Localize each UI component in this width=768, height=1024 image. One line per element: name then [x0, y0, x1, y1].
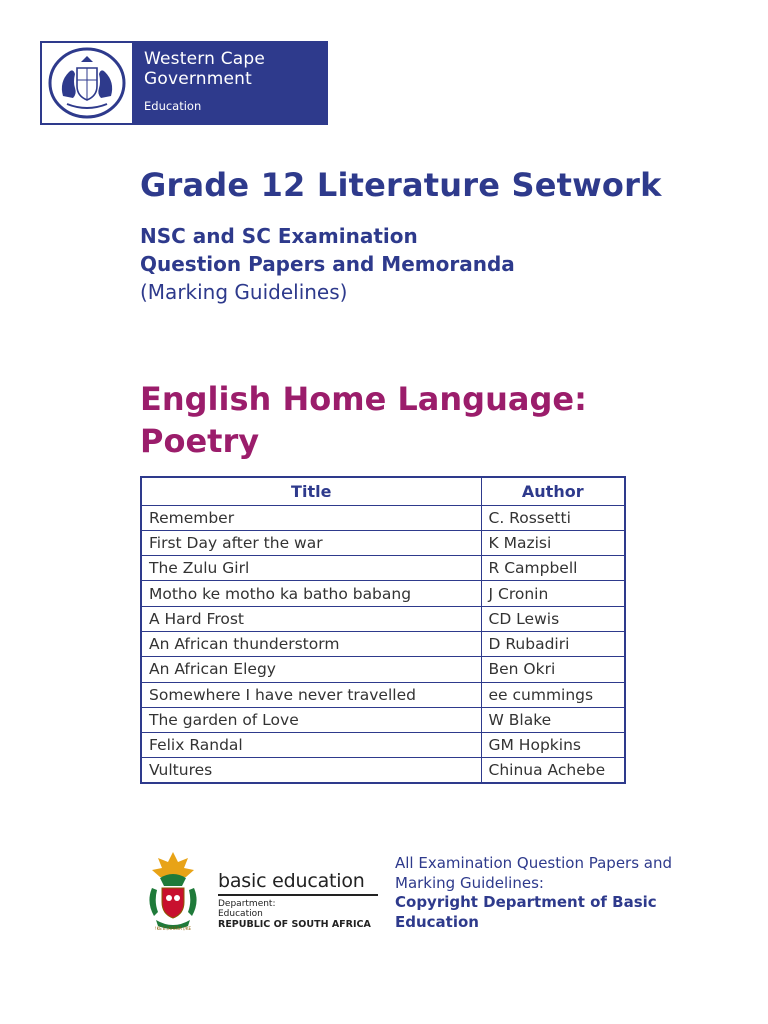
table-row: [141, 758, 625, 783]
page-title: Grade 12 Literature Setwork: [140, 166, 662, 204]
poem-title: Motho ke motho ka batho babang: [141, 581, 481, 606]
poem-title: First Day after the war: [141, 530, 481, 555]
table-row: [141, 631, 625, 656]
section-heading: [140, 378, 660, 462]
copyright-notice: [395, 854, 735, 932]
section-heading-line2: Poetry: [140, 422, 260, 460]
poem-title: The Zulu Girl: [141, 556, 481, 581]
poem-author: GM Hopkins: [481, 733, 625, 758]
org-name-line1: Western Cape: [144, 49, 266, 69]
table-header-row: [141, 477, 625, 505]
copyright-line1: All Examination Question Papers and: [395, 854, 673, 872]
south-africa-coat-of-arms-icon: [138, 848, 208, 934]
poem-author: CD Lewis: [481, 606, 625, 631]
poem-author: Chinua Achebe: [481, 758, 625, 783]
poem-author: C. Rossetti: [481, 505, 625, 530]
table-row: [141, 657, 625, 682]
header-title: Title: [141, 477, 481, 505]
dept-label: Department:: [218, 899, 276, 909]
section-heading-line1: English Home Language:: [140, 380, 587, 418]
poem-title: Somewhere I have never travelled: [141, 682, 481, 707]
poem-title: Felix Randal: [141, 733, 481, 758]
poem-author: D Rubadiri: [481, 631, 625, 656]
basic-education-logo: [138, 848, 378, 934]
subtitle-line2: Question Papers and Memoranda: [140, 252, 515, 276]
divider: [218, 894, 378, 896]
copyright-line2: Marking Guidelines:: [395, 873, 544, 892]
poem-title: The garden of Love: [141, 707, 481, 732]
subtitle-line3: (Marking Guidelines): [140, 280, 348, 304]
table-row: [141, 682, 625, 707]
poem-author: ee cummings: [481, 682, 625, 707]
poem-title: Remember: [141, 505, 481, 530]
table-row: [141, 505, 625, 530]
poem-title: An African thunderstorm: [141, 631, 481, 656]
western-cape-government-logo: [40, 41, 328, 125]
coat-of-arms-icon: [42, 43, 132, 123]
poem-title: An African Elegy: [141, 657, 481, 682]
subtitle-line1: NSC and SC Examination: [140, 224, 418, 248]
copyright-line3: Copyright Department of Basic: [395, 893, 657, 911]
svg-text:!KE E:/XARRA //KE: !KE E:/XARRA //KE: [155, 926, 191, 931]
table-row: [141, 733, 625, 758]
table-row: [141, 707, 625, 732]
wcg-name-block: [132, 43, 326, 123]
dept-name: Education: [218, 909, 263, 919]
basic-education-name: basic education: [218, 870, 365, 892]
poem-author: J Cronin: [481, 581, 625, 606]
subtitle: [140, 222, 515, 306]
copyright-line4: Education: [395, 912, 479, 931]
poem-author: Ben Okri: [481, 657, 625, 682]
poem-author: K Mazisi: [481, 530, 625, 555]
poem-author: W Blake: [481, 707, 625, 732]
org-name-line2: Government: [144, 69, 253, 89]
country-label: REPUBLIC OF SOUTH AFRICA: [218, 919, 371, 930]
table-row: [141, 606, 625, 631]
table-row: [141, 581, 625, 606]
poem-author: R Campbell: [481, 556, 625, 581]
poem-title: A Hard Frost: [141, 606, 481, 631]
header-author: Author: [481, 477, 625, 505]
table-row: [141, 556, 625, 581]
table-row: [141, 530, 625, 555]
poetry-table: [140, 476, 626, 784]
department-label: Education: [144, 99, 202, 113]
poem-title: Vultures: [141, 758, 481, 783]
dbe-name-block: [218, 848, 378, 934]
